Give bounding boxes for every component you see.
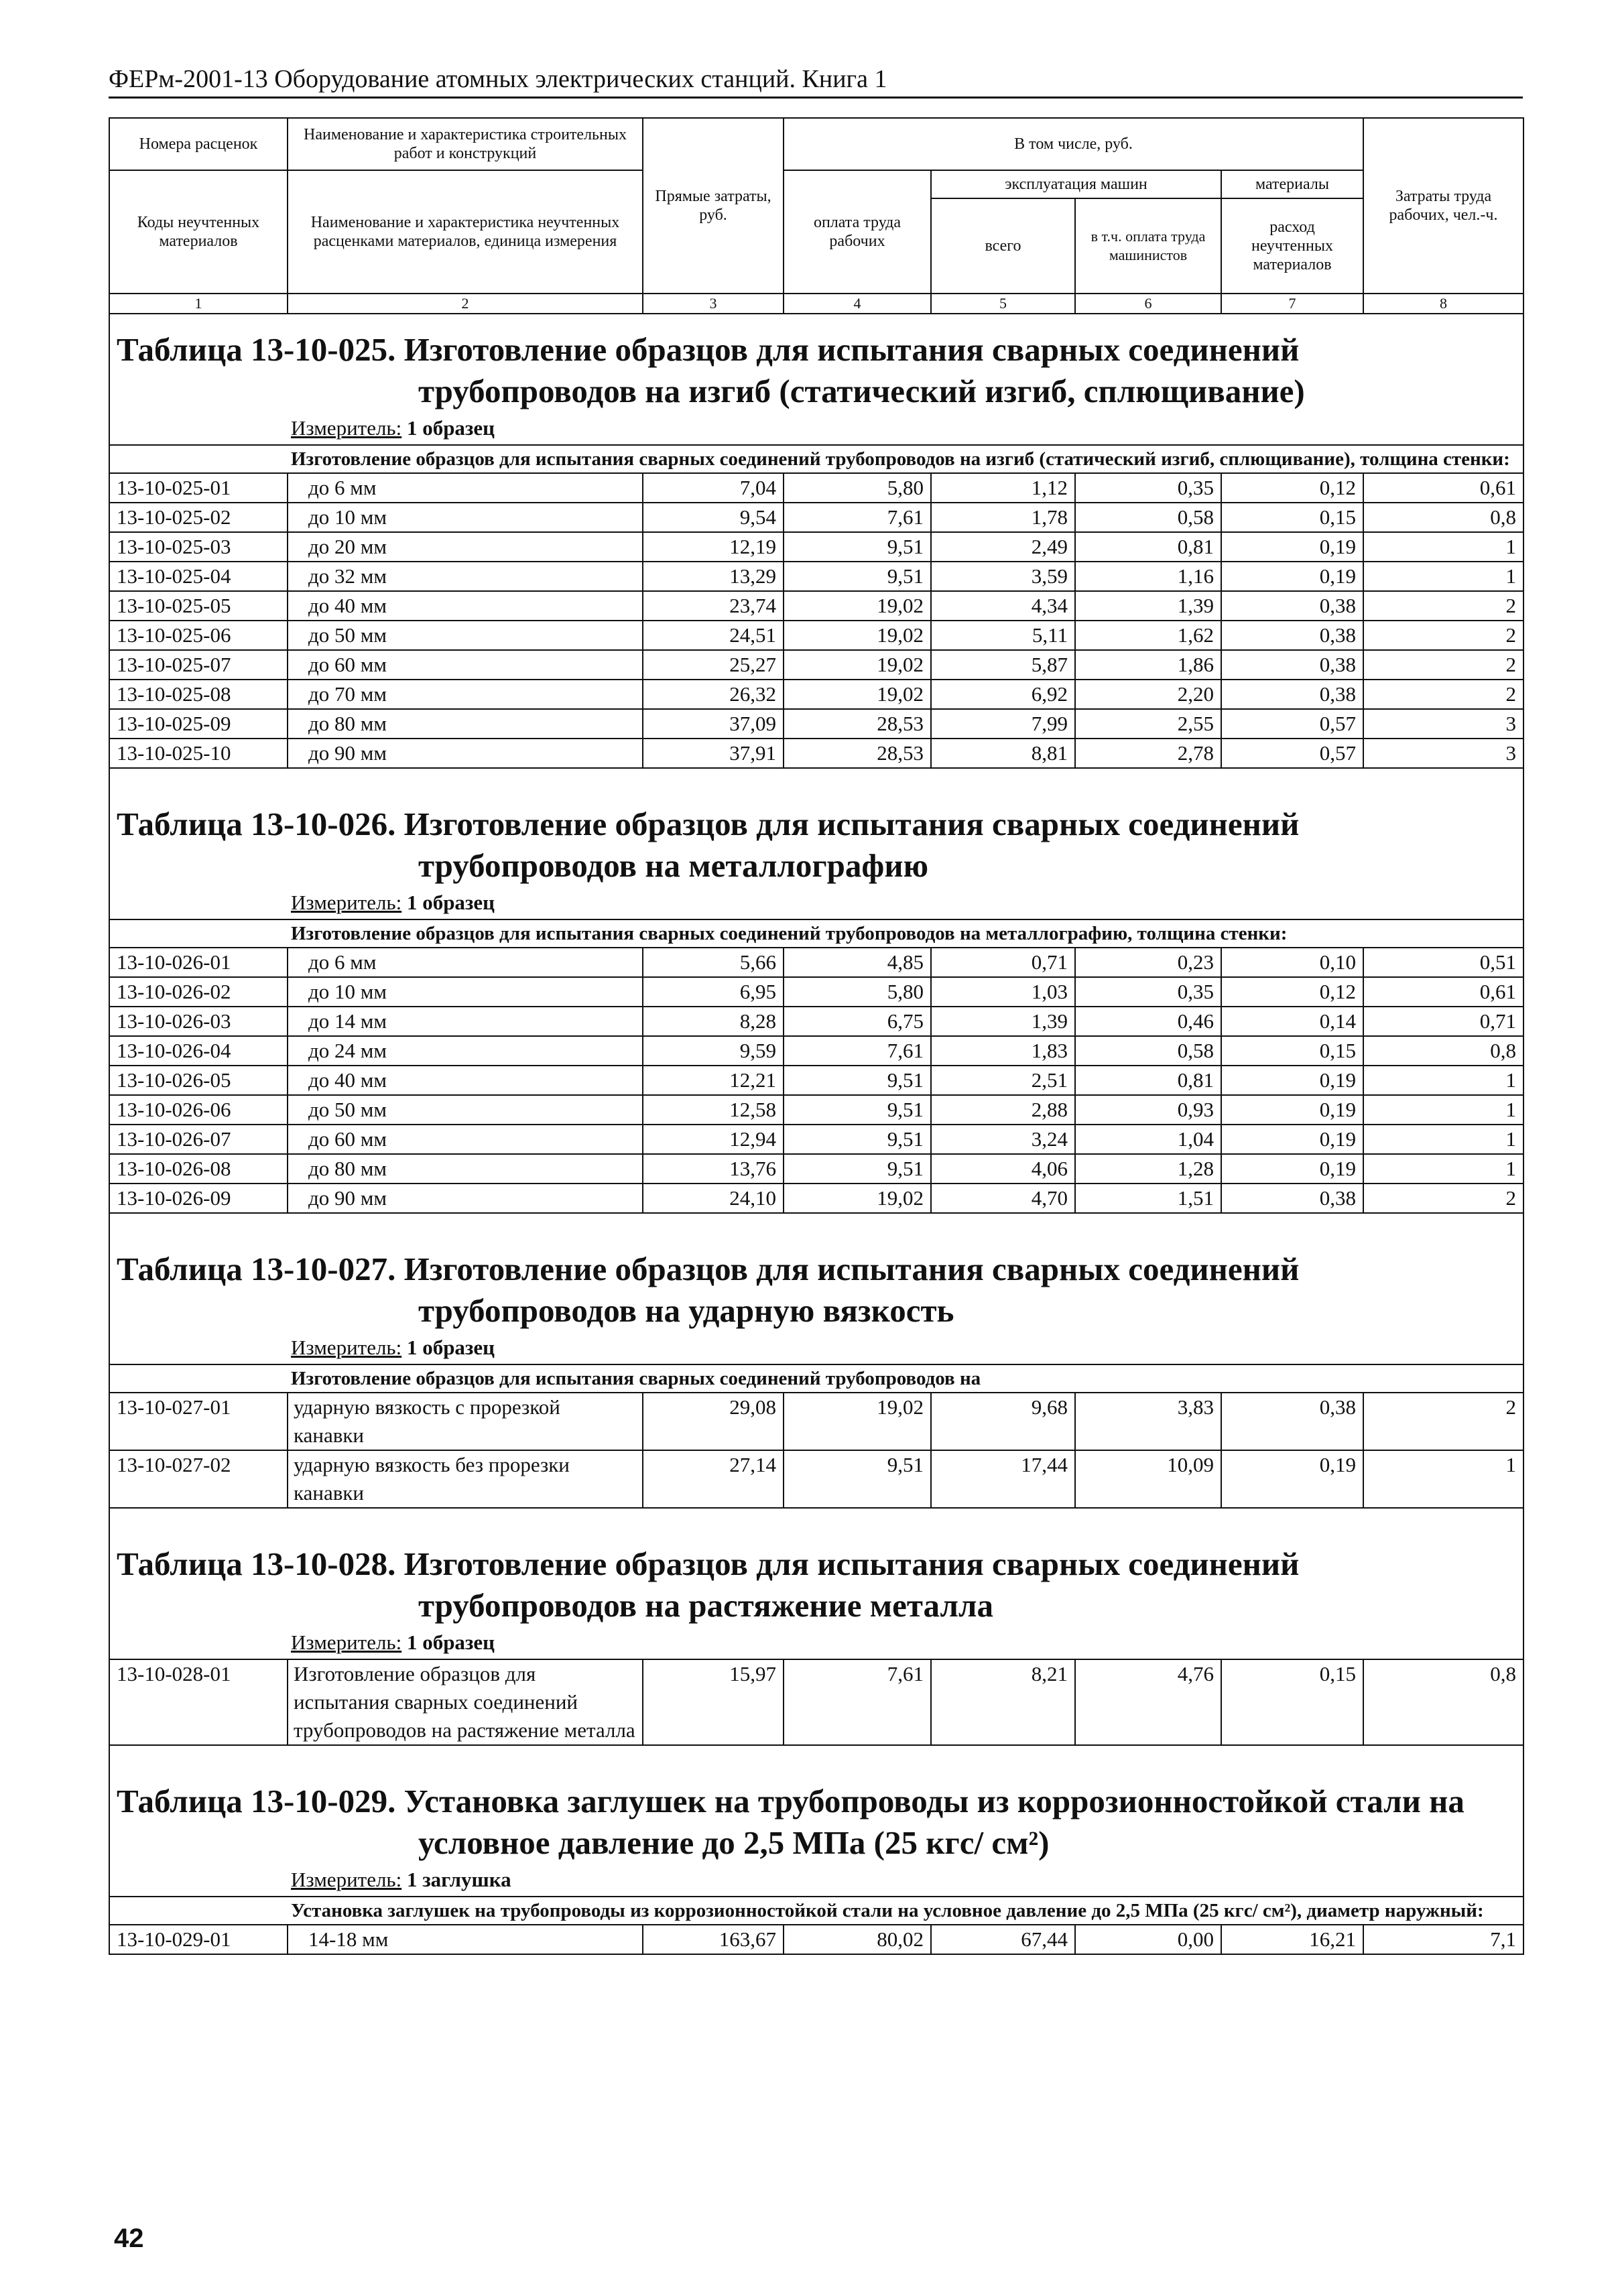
table-title-line1: Таблица 13-10-029. Установка заглушек на трубопроводы из коррозионностойкой стали на [117,1783,1465,1820]
labor-pay-cell: 19,02 [784,621,931,650]
table-title-line1: Таблица 13-10-026. Изготовление образцов для испытания сварных соединений [117,806,1300,842]
table-row [109,680,1523,709]
direct-cost-cell: 25,27 [643,650,784,680]
labor-pay-cell: 80,02 [784,1925,931,1954]
labor-pay-cell: 9,51 [784,532,931,562]
table-title-line1: Таблица 13-10-025. Изготовление образцов для испытания сварных соединений [117,331,1300,368]
labor-hours-cell: 1 [1363,1125,1523,1154]
labor-hours-cell: 0,61 [1363,473,1523,503]
labor-pay-cell: 7,61 [784,503,931,532]
materials-cell: 0,19 [1221,562,1363,591]
meter-label: Измеритель: [291,1631,402,1654]
work-name-cell: до 40 мм [288,591,643,621]
materials-cell: 0,12 [1221,473,1363,503]
direct-cost-cell: 13,76 [643,1154,784,1184]
machine-total-cell: 4,34 [931,591,1075,621]
materials-cell: 0,15 [1221,1036,1363,1066]
meter-row [109,1864,1523,1897]
table-row [109,473,1523,503]
direct-cost-cell: 13,29 [643,562,784,591]
table-intro: Изготовление образцов для испытания сварных соединений трубопроводов на изгиб (статический изгиб, сплющивание), толщина стенки: [109,445,1523,473]
work-name-cell: до 90 мм [288,739,643,768]
machinist-pay-cell: 0,35 [1075,977,1221,1007]
table-row [109,1393,1523,1450]
meter-row [109,887,1523,919]
machine-total-cell: 1,83 [931,1036,1075,1066]
rate-code-cell: 13-10-025-01 [109,473,288,503]
table-caption [109,1234,1523,1332]
direct-cost-cell: 12,94 [643,1125,784,1154]
table-row [109,562,1523,591]
machine-total-cell: 7,99 [931,709,1075,739]
labor-pay-cell: 28,53 [784,709,931,739]
materials-cell: 0,15 [1221,503,1363,532]
work-name-cell: ударную вязкость без прорезки канавки [288,1450,643,1508]
machinist-pay-cell: 0,00 [1075,1925,1221,1954]
labor-pay-cell: 19,02 [784,680,931,709]
table-caption [109,314,1523,412]
table-row [109,532,1523,562]
direct-cost-cell: 37,09 [643,709,784,739]
meter-row [109,1332,1523,1364]
machine-total-cell: 1,78 [931,503,1075,532]
col4-header: оплата труда рабочих [784,170,931,294]
table-row [109,1450,1523,1508]
machine-total-cell: 5,87 [931,650,1075,680]
labor-hours-cell: 1 [1363,532,1523,562]
meter-label: Измеритель: [291,416,402,440]
machinist-pay-cell: 4,76 [1075,1659,1221,1745]
labor-hours-cell: 7,1 [1363,1925,1523,1954]
work-name-cell: до 10 мм [288,503,643,532]
machinist-pay-cell: 0,81 [1075,532,1221,562]
materials-cell: 0,19 [1221,1450,1363,1508]
table-row [109,1925,1523,1954]
col-number: 5 [931,294,1075,314]
machinist-pay-cell: 0,46 [1075,1007,1221,1036]
work-name-cell: ударную вязкость с прорезкой канавки [288,1393,643,1450]
machine-total-cell: 8,21 [931,1659,1075,1745]
table-row [109,1154,1523,1184]
table-title [117,329,1516,412]
labor-pay-cell: 19,02 [784,591,931,621]
materials-header: материалы [1221,170,1363,198]
meter-label: Измеритель: [291,891,402,914]
col8-header: Затраты труда рабочих, чел.-ч. [1363,118,1523,294]
rate-code-cell: 13-10-025-02 [109,503,288,532]
intro-row [109,1364,1523,1393]
direct-cost-cell: 163,67 [643,1925,784,1954]
labor-pay-cell: 5,80 [784,473,931,503]
labor-pay-cell: 4,85 [784,948,931,977]
col1-top-header: Номера расценок [109,118,288,170]
work-name-cell: до 6 мм [288,473,643,503]
work-name-cell: до 80 мм [288,709,643,739]
rate-code-cell: 13-10-026-04 [109,1036,288,1066]
intro-row [109,445,1523,473]
labor-pay-cell: 6,75 [784,1007,931,1036]
labor-pay-cell: 28,53 [784,739,931,768]
spacer-row [109,1213,1523,1234]
work-name-cell: до 6 мм [288,948,643,977]
machinist-pay-cell: 1,86 [1075,650,1221,680]
table-row [109,1184,1523,1213]
table-title [117,1543,1516,1627]
rates-table [109,117,1524,1955]
rate-code-cell: 13-10-026-08 [109,1154,288,1184]
machine-total-cell: 9,68 [931,1393,1075,1450]
labor-hours-cell: 0,61 [1363,977,1523,1007]
table-row [109,1066,1523,1095]
document-header: ФЕРм-2001-13 Оборудование атомных электрических станций. Книга 1 [109,62,1523,99]
labor-hours-cell: 0,8 [1363,1659,1523,1745]
materials-cell: 16,21 [1221,1925,1363,1954]
col-number: 6 [1075,294,1221,314]
table-title [117,804,1516,887]
labor-pay-cell: 5,80 [784,977,931,1007]
meter-value: 1 образец [406,1631,495,1654]
table-title-line2: условное давление до 2,5 МПа (25 кгс/ см²) [418,1824,1050,1861]
col7-header: расход неучтенных материалов [1221,198,1363,294]
col-number: 3 [643,294,784,314]
machinist-pay-cell: 0,93 [1075,1095,1221,1125]
work-name-cell: до 80 мм [288,1154,643,1184]
col-number: 7 [1221,294,1363,314]
labor-hours-cell: 2 [1363,680,1523,709]
rate-code-cell: 13-10-026-05 [109,1066,288,1095]
rate-code-cell: 13-10-026-07 [109,1125,288,1154]
direct-cost-cell: 7,04 [643,473,784,503]
page-number: 42 [114,2224,144,2253]
materials-cell: 0,19 [1221,1125,1363,1154]
col5-header: всего [931,198,1075,294]
materials-cell: 0,38 [1221,621,1363,650]
rate-code-cell: 13-10-025-08 [109,680,288,709]
meter-label: Измеритель: [291,1868,402,1891]
machinist-pay-cell: 10,09 [1075,1450,1221,1508]
machine-total-cell: 5,11 [931,621,1075,650]
labor-hours-cell: 0,8 [1363,503,1523,532]
work-name-cell: до 50 мм [288,1095,643,1125]
labor-hours-cell: 1 [1363,1154,1523,1184]
machinist-pay-cell: 2,20 [1075,680,1221,709]
machinist-pay-cell: 1,16 [1075,562,1221,591]
machines-header: эксплуатация машин [931,170,1221,198]
rate-code-cell: 13-10-026-02 [109,977,288,1007]
labor-pay-cell: 9,51 [784,562,931,591]
rate-code-cell: 13-10-026-06 [109,1095,288,1125]
meter-value: 1 образец [406,1336,495,1359]
materials-cell: 0,19 [1221,1154,1363,1184]
work-name-cell: до 10 мм [288,977,643,1007]
machinist-pay-cell: 1,04 [1075,1125,1221,1154]
group-header: В том числе, руб. [784,118,1363,170]
header-row-2 [109,170,1523,198]
meter-value: 1 образец [406,416,495,440]
table-row [109,1659,1523,1745]
machinist-pay-cell: 0,58 [1075,1036,1221,1066]
table-title-line2: трубопроводов на ударную вязкость [418,1292,954,1329]
direct-cost-cell: 9,54 [643,503,784,532]
table-row [109,709,1523,739]
machinist-pay-cell: 1,28 [1075,1154,1221,1184]
machine-total-cell: 8,81 [931,739,1075,768]
col-number: 2 [288,294,643,314]
materials-cell: 0,38 [1221,591,1363,621]
direct-cost-cell: 27,14 [643,1450,784,1508]
direct-cost-cell: 24,10 [643,1184,784,1213]
labor-pay-cell: 7,61 [784,1659,931,1745]
materials-cell: 0,15 [1221,1659,1363,1745]
machinist-pay-cell: 2,78 [1075,739,1221,768]
machinist-pay-cell: 1,51 [1075,1184,1221,1213]
col-number: 4 [784,294,931,314]
col2-bottom-header: Наименование и характеристика неучтенных расценками материалов, единица измерения [288,170,643,294]
labor-hours-cell: 1 [1363,1450,1523,1508]
materials-cell: 0,57 [1221,709,1363,739]
machinist-pay-cell: 3,83 [1075,1393,1221,1450]
col3-header: Прямые затраты, руб. [643,118,784,294]
table-title [117,1781,1516,1864]
machine-total-cell: 2,51 [931,1066,1075,1095]
work-name-cell: до 20 мм [288,532,643,562]
labor-hours-cell: 3 [1363,739,1523,768]
labor-hours-cell: 2 [1363,1393,1523,1450]
machine-total-cell: 4,06 [931,1154,1075,1184]
rate-code-cell: 13-10-026-09 [109,1184,288,1213]
meter-row [109,1627,1523,1659]
machinist-pay-cell: 0,23 [1075,948,1221,977]
intro-row [109,1897,1523,1925]
header-row-1 [109,118,1523,170]
labor-hours-cell: 2 [1363,1184,1523,1213]
col6-header: в т.ч. оплата труда машинистов [1075,198,1221,294]
machine-total-cell: 3,59 [931,562,1075,591]
labor-hours-cell: 0,51 [1363,948,1523,977]
table-intro: Изготовление образцов для испытания сварных соединений трубопроводов на металлографию, толщина стенки: [109,919,1523,948]
direct-cost-cell: 12,19 [643,532,784,562]
direct-cost-cell: 15,97 [643,1659,784,1745]
meter-label: Измеритель: [291,1336,402,1359]
work-name-cell: Изготовление образцов для испытания сварных соединений трубопроводов на растяжение металла [288,1659,643,1745]
spacer-row [109,1745,1523,1766]
labor-hours-cell: 2 [1363,621,1523,650]
rate-code-cell: 13-10-028-01 [109,1659,288,1745]
direct-cost-cell: 12,58 [643,1095,784,1125]
col-number: 1 [109,294,288,314]
table-title-line1: Таблица 13-10-027. Изготовление образцов для испытания сварных соединений [117,1251,1300,1287]
rate-code-cell: 13-10-026-03 [109,1007,288,1036]
machine-total-cell: 2,88 [931,1095,1075,1125]
machine-total-cell: 17,44 [931,1450,1075,1508]
machine-total-cell: 1,12 [931,473,1075,503]
work-name-cell: до 40 мм [288,1066,643,1095]
rate-code-cell: 13-10-025-05 [109,591,288,621]
col2-top-header: Наименование и характеристика строительных работ и конструкций [288,118,643,170]
direct-cost-cell: 6,95 [643,977,784,1007]
labor-pay-cell: 9,51 [784,1450,931,1508]
table-row [109,503,1523,532]
rate-code-cell: 13-10-025-10 [109,739,288,768]
document-page [109,62,1523,1955]
materials-cell: 0,19 [1221,1095,1363,1125]
labor-pay-cell: 7,61 [784,1036,931,1066]
table-row [109,948,1523,977]
meter-value: 1 заглушка [406,1868,511,1891]
machine-total-cell: 6,92 [931,680,1075,709]
direct-cost-cell: 24,51 [643,621,784,650]
machine-total-cell: 2,49 [931,532,1075,562]
machine-total-cell: 1,03 [931,977,1075,1007]
labor-hours-cell: 3 [1363,709,1523,739]
rate-code-cell: 13-10-025-07 [109,650,288,680]
rate-code-cell: 13-10-025-06 [109,621,288,650]
rate-code-cell: 13-10-025-04 [109,562,288,591]
direct-cost-cell: 12,21 [643,1066,784,1095]
materials-cell: 0,14 [1221,1007,1363,1036]
materials-cell: 0,38 [1221,1393,1363,1450]
labor-hours-cell: 2 [1363,650,1523,680]
table-row [109,739,1523,768]
machine-total-cell: 67,44 [931,1925,1075,1954]
labor-pay-cell: 9,51 [784,1125,931,1154]
machinist-pay-cell: 0,81 [1075,1066,1221,1095]
materials-cell: 0,38 [1221,680,1363,709]
table-row [109,1095,1523,1125]
direct-cost-cell: 8,28 [643,1007,784,1036]
table-row [109,621,1523,650]
labor-pay-cell: 19,02 [784,1393,931,1450]
rate-code-cell: 13-10-026-01 [109,948,288,977]
intro-row [109,919,1523,948]
work-name-cell: до 70 мм [288,680,643,709]
work-name-cell: до 90 мм [288,1184,643,1213]
work-name-cell: до 32 мм [288,562,643,591]
direct-cost-cell: 23,74 [643,591,784,621]
labor-pay-cell: 9,51 [784,1095,931,1125]
machine-total-cell: 4,70 [931,1184,1075,1213]
materials-cell: 0,19 [1221,1066,1363,1095]
table-title-line2: трубопроводов на растяжение металла [418,1587,993,1624]
machinist-pay-cell: 1,39 [1075,591,1221,621]
materials-cell: 0,10 [1221,948,1363,977]
machinist-pay-cell: 1,62 [1075,621,1221,650]
rate-code-cell: 13-10-029-01 [109,1925,288,1954]
labor-pay-cell: 9,51 [784,1154,931,1184]
work-name-cell: до 60 мм [288,1125,643,1154]
table-row [109,1036,1523,1066]
rate-code-cell: 13-10-027-02 [109,1450,288,1508]
work-name-cell: до 24 мм [288,1036,643,1066]
table-intro: Изготовление образцов для испытания сварных соединений трубопроводов на [109,1364,1523,1393]
materials-cell: 0,38 [1221,1184,1363,1213]
labor-pay-cell: 19,02 [784,1184,931,1213]
table-caption [109,789,1523,887]
direct-cost-cell: 26,32 [643,680,784,709]
materials-cell: 0,19 [1221,532,1363,562]
table-row [109,1007,1523,1036]
labor-hours-cell: 1 [1363,1066,1523,1095]
machinist-pay-cell: 0,58 [1075,503,1221,532]
direct-cost-cell: 5,66 [643,948,784,977]
work-name-cell: 14-18 мм [288,1925,643,1954]
labor-hours-cell: 1 [1363,562,1523,591]
labor-hours-cell: 2 [1363,591,1523,621]
rate-code-cell: 13-10-025-09 [109,709,288,739]
table-title-line2: трубопроводов на изгиб (статический изгиб, сплющивание) [418,373,1305,409]
work-name-cell: до 14 мм [288,1007,643,1036]
spacer-row [109,768,1523,789]
machine-total-cell: 0,71 [931,948,1075,977]
col1-bottom-header: Коды неучтенных материалов [109,170,288,294]
direct-cost-cell: 29,08 [643,1393,784,1450]
work-name-cell: до 50 мм [288,621,643,650]
labor-pay-cell: 19,02 [784,650,931,680]
materials-cell: 0,12 [1221,977,1363,1007]
machine-total-cell: 3,24 [931,1125,1075,1154]
table-row [109,591,1523,621]
table-row [109,650,1523,680]
table-title [117,1249,1516,1332]
table-title-line1: Таблица 13-10-028. Изготовление образцов для испытания сварных соединений [117,1545,1300,1582]
labor-hours-cell: 0,8 [1363,1036,1523,1066]
materials-cell: 0,38 [1221,650,1363,680]
spacer-row [109,1508,1523,1529]
table-title-line2: трубопроводов на металлографию [418,847,929,884]
table-caption [109,1766,1523,1864]
work-name-cell: до 60 мм [288,650,643,680]
machine-total-cell: 1,39 [931,1007,1075,1036]
meter-value: 1 образец [406,891,495,914]
table-caption [109,1529,1523,1627]
table-intro: Установка заглушек на трубопроводы из коррозионностойкой стали на условное давление до 2,5 МПа (25 кгс/ см²), диаметр наружный: [109,1897,1523,1925]
labor-pay-cell: 9,51 [784,1066,931,1095]
labor-hours-cell: 0,71 [1363,1007,1523,1036]
table-row [109,1125,1523,1154]
col-number: 8 [1363,294,1523,314]
column-number-row [109,294,1523,314]
machinist-pay-cell: 2,55 [1075,709,1221,739]
direct-cost-cell: 37,91 [643,739,784,768]
machinist-pay-cell: 0,35 [1075,473,1221,503]
direct-cost-cell: 9,59 [643,1036,784,1066]
rate-code-cell: 13-10-027-01 [109,1393,288,1450]
materials-cell: 0,57 [1221,739,1363,768]
labor-hours-cell: 1 [1363,1095,1523,1125]
table-row [109,977,1523,1007]
meter-row [109,412,1523,445]
rate-code-cell: 13-10-025-03 [109,532,288,562]
